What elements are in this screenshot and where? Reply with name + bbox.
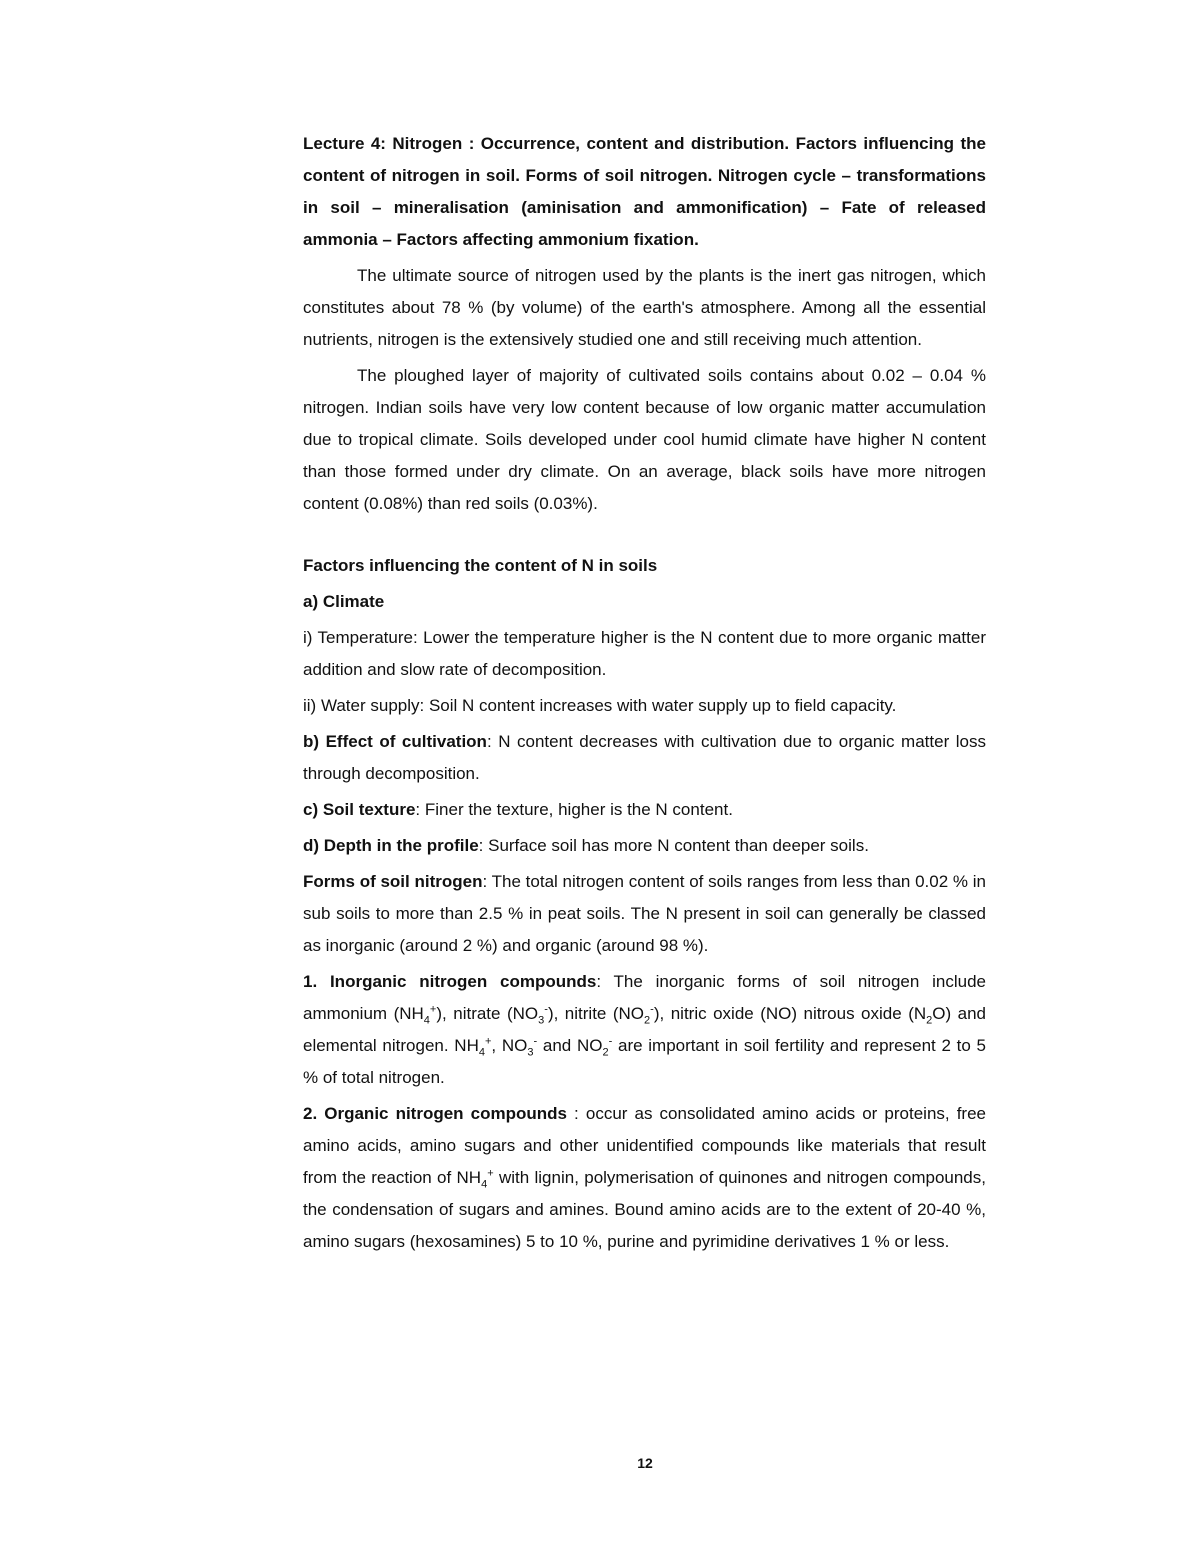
inorganic-label: 1. Inorganic nitrogen compounds [303, 972, 597, 991]
lecture-title: Lecture 4: Nitrogen : Occurrence, content and distribution. Factors influencing the content of nitrogen in soil. Forms of soil nitrogen. Nitrogen cycle – transformations in soil – mineralisation (aminisation and ammonification) – Fate of released ammonia – Factors affecting ammonium fixation. [303, 134, 986, 249]
temperature-paragraph: i) Temperature: Lower the temperature higher is the N content due to more organic matter addition and slow rate of decomposition. [303, 628, 986, 679]
forms-label: Forms of soil nitrogen [303, 872, 483, 891]
texture-label: c) Soil texture [303, 800, 416, 819]
texture-paragraph: c) Soil texture: Finer the texture, higher is the N content. [303, 800, 733, 819]
document-page [303, 128, 986, 1262]
factors-heading: Factors influencing the content of N in soils [303, 556, 658, 575]
intro-paragraph-1: The ultimate source of nitrogen used by the plants is the inert gas nitrogen, which constitutes about 78 % (by volume) of the earth's atmosphere. Among all the essential nutrients, nitrogen is the extensively studied one and still receiving much attention. [303, 266, 986, 349]
page-number: 12 [637, 1455, 653, 1471]
inorganic-paragraph: 1. Inorganic nitrogen compounds: The inorganic forms of soil nitrogen include ammonium $(NH_4^+)$, nitrate $(NO_3^-)$, nitrite $(NO_2^-)$, nitric oxide (NO) nitrous oxide $(N_2O)$ and elemental nitrogen. $NH_4^+$, $NO_3^-$ and $NO_2^-$ are important in soil fertility and represent 2 to 5 % of total nitrogen. [303, 972, 987, 1087]
organic-paragraph: 2. Organic nitrogen compounds : occur as consolidated amino acids or proteins, free amino acids, amino sugars and other unidentified compounds like materials that result from the reaction of $NH_4^+$ with lignin, polymerisation of quinones and nitrogen compounds, the condensation of sugars and amines. Bound amino acids are to the extent of 20-40 %, amino sugars (hexosamines) 5 to 10 %, purine and pyrimidine derivatives 1 % or less. [303, 1104, 986, 1251]
depth-paragraph: d) Depth in the profile: Surface soil has more N content than deeper soils. [303, 836, 869, 855]
organic-label: 2. Organic nitrogen compounds [303, 1104, 567, 1123]
cultivation-label: b) Effect of cultivation [303, 732, 487, 751]
cultivation-paragraph: b) Effect of cultivation: N content decreases with cultivation due to organic matter loss through decomposition. [303, 732, 987, 783]
water-supply-paragraph: ii) Water supply: Soil N content increases with water supply up to field capacity. [303, 696, 897, 715]
depth-label: d) Depth in the profile [303, 836, 479, 855]
forms-paragraph: Forms of soil nitrogen: The total nitrogen content of soils ranges from less than 0.02 % in sub soils to more than 2.5 % in peat soils. The N present in soil can generally be classed as inorganic (around 2 %) and organic (around 98 %). [303, 872, 986, 955]
intro-paragraph-2: The ploughed layer of majority of cultivated soils contains about 0.02 – 0.04 % nitrogen. Indian soils have very low content because of low organic matter accumulation due to tropical climate. Soils developed under cool humid climate have higher N content than those formed under dry climate. On an average, black soils have more nitrogen content (0.08%) than red soils (0.03%). [303, 366, 986, 513]
climate-heading: a) Climate [303, 592, 385, 611]
